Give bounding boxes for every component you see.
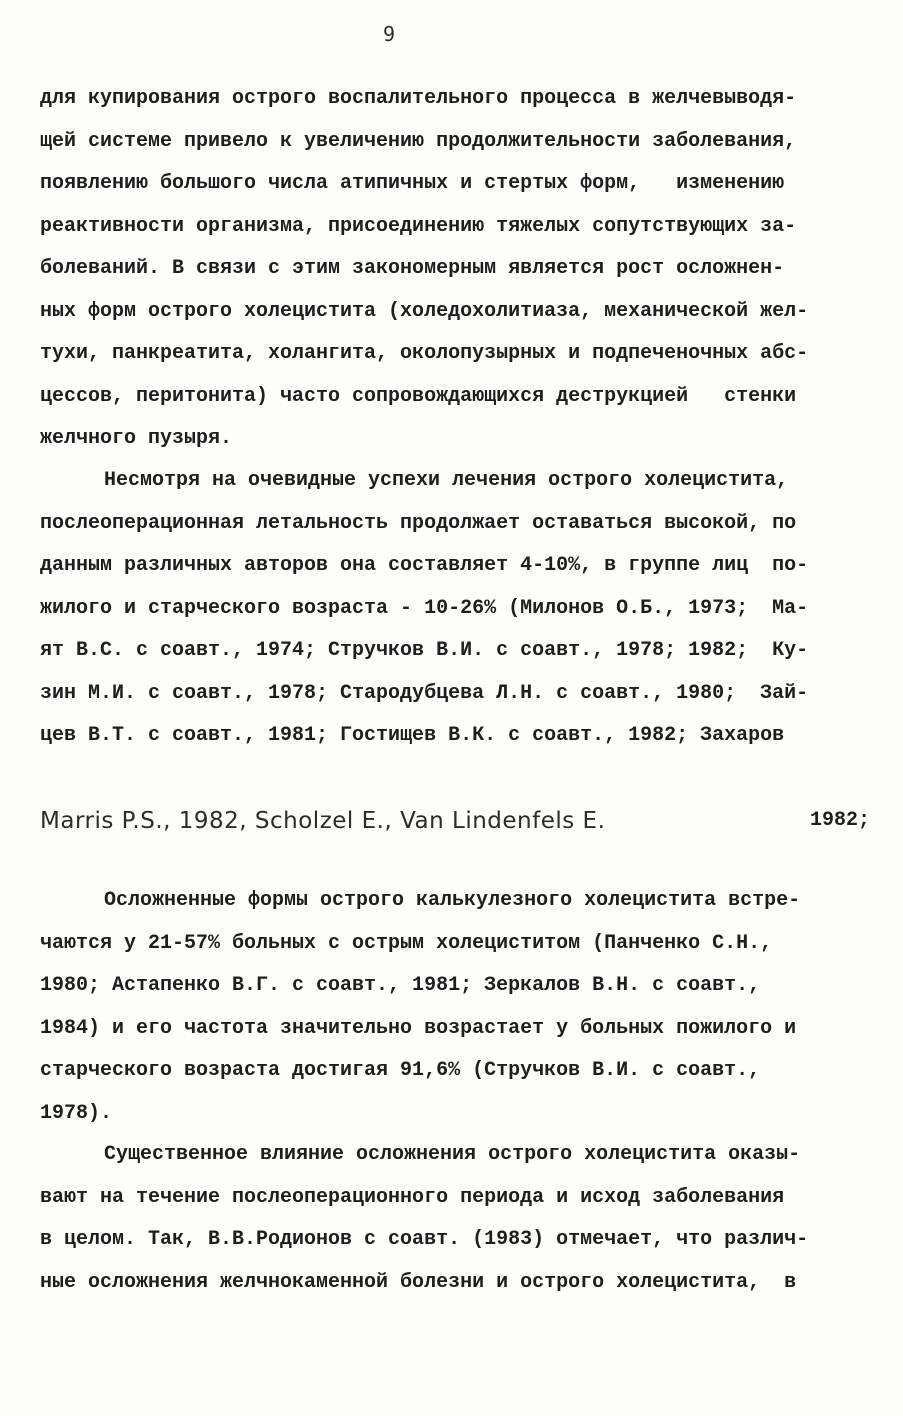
text-line: 1980; Астапенко В.Г. с соавт., 1981; Зеркалов В.Н. с соавт., (40, 974, 761, 997)
text-line: ные осложнения желчнокаменной болезни и острого холецистита, в (40, 1270, 797, 1294)
text-line: ят В.С. с соавт., 1974; Стручков В.И. с соавт., 1978; 1982; Ку- (40, 639, 809, 662)
text-line: данным различных авторов она составляет 4-10%, в группе лиц по- (40, 554, 809, 577)
text-line-mixed (40, 800, 870, 843)
typed-text: 1982; (809, 809, 870, 832)
text-line: чаются у 21-57% больных с острым холециститом (Панченко С.Н., (40, 931, 773, 955)
paragraph-3 (40, 880, 870, 1135)
text-line: тухи, панкреатита, холангита, околопузырных и подпеченочных абс- (40, 342, 809, 365)
text-line: ных форм острого холецистита (холедохолитиаза, механической жел- (40, 299, 809, 323)
text-line: послеоперационная летальность продолжает оставаться высокой, по (40, 511, 797, 535)
text-line: появлению большого числа атипичных и стертых форм, изменению (40, 172, 785, 195)
text-line: вают на течение послеоперационного периода и исход заболевания (40, 1185, 785, 1209)
paragraph-1 (40, 78, 870, 461)
text-line: 1978). (40, 1101, 113, 1125)
paragraph-2 (40, 460, 870, 885)
text-line: Осложненные формы острого калькулезного холецистита встре- (104, 889, 801, 912)
text-line: Существенное влияние осложнения острого холецистита оказы- (104, 1143, 801, 1166)
text-line: реактивности организма, присоединению тяжелых сопутствующих за- (40, 214, 797, 238)
text-line-mixed (40, 758, 870, 801)
paragraph-4 (40, 1134, 870, 1304)
text-line: жилого и старческого возраста - 10-26% (Милонов О.Б., 1973; Ма- (40, 596, 809, 620)
handwritten-text: Marris P.S., 1982, Scholzel E., Van Lindenfels E. (40, 808, 606, 834)
text-line: желчного пузыря. (40, 427, 233, 450)
text-line: цев В.Т. с соавт., 1981; Гостищев В.К. с соавт., 1982; Захаров (40, 724, 785, 747)
text-line-mixed (40, 843, 870, 886)
text-line: 1984) и его частота значительно возрастает у больных пожилого и (40, 1016, 797, 1040)
text-line: цессов, перитонита) часто сопровождающихся деструкцией стенки (40, 384, 797, 408)
text-line: старческого возраста достигая 91,6% (Стручков В.И. с соавт., (40, 1059, 761, 1082)
text-line: в целом. Так, В.В.Родионов с соавт. (1983) отмечает, что различ- (40, 1228, 809, 1251)
text-line: зин М.И. с соавт., 1978; Стародубцева Л.Н. с соавт., 1980; Зай- (40, 681, 809, 705)
text-line: болеваний. В связи с этим закономерным является рост осложнен- (40, 257, 785, 280)
page-number: 9 (383, 22, 396, 46)
text-line: щей системе привело к увеличению продолжительности заболевания, (40, 129, 797, 153)
text-line: для купирования острого воспалительного процесса в желчевыводя- (40, 87, 797, 110)
text-line: Несмотря на очевидные успехи лечения острого холецистита, (104, 469, 789, 492)
